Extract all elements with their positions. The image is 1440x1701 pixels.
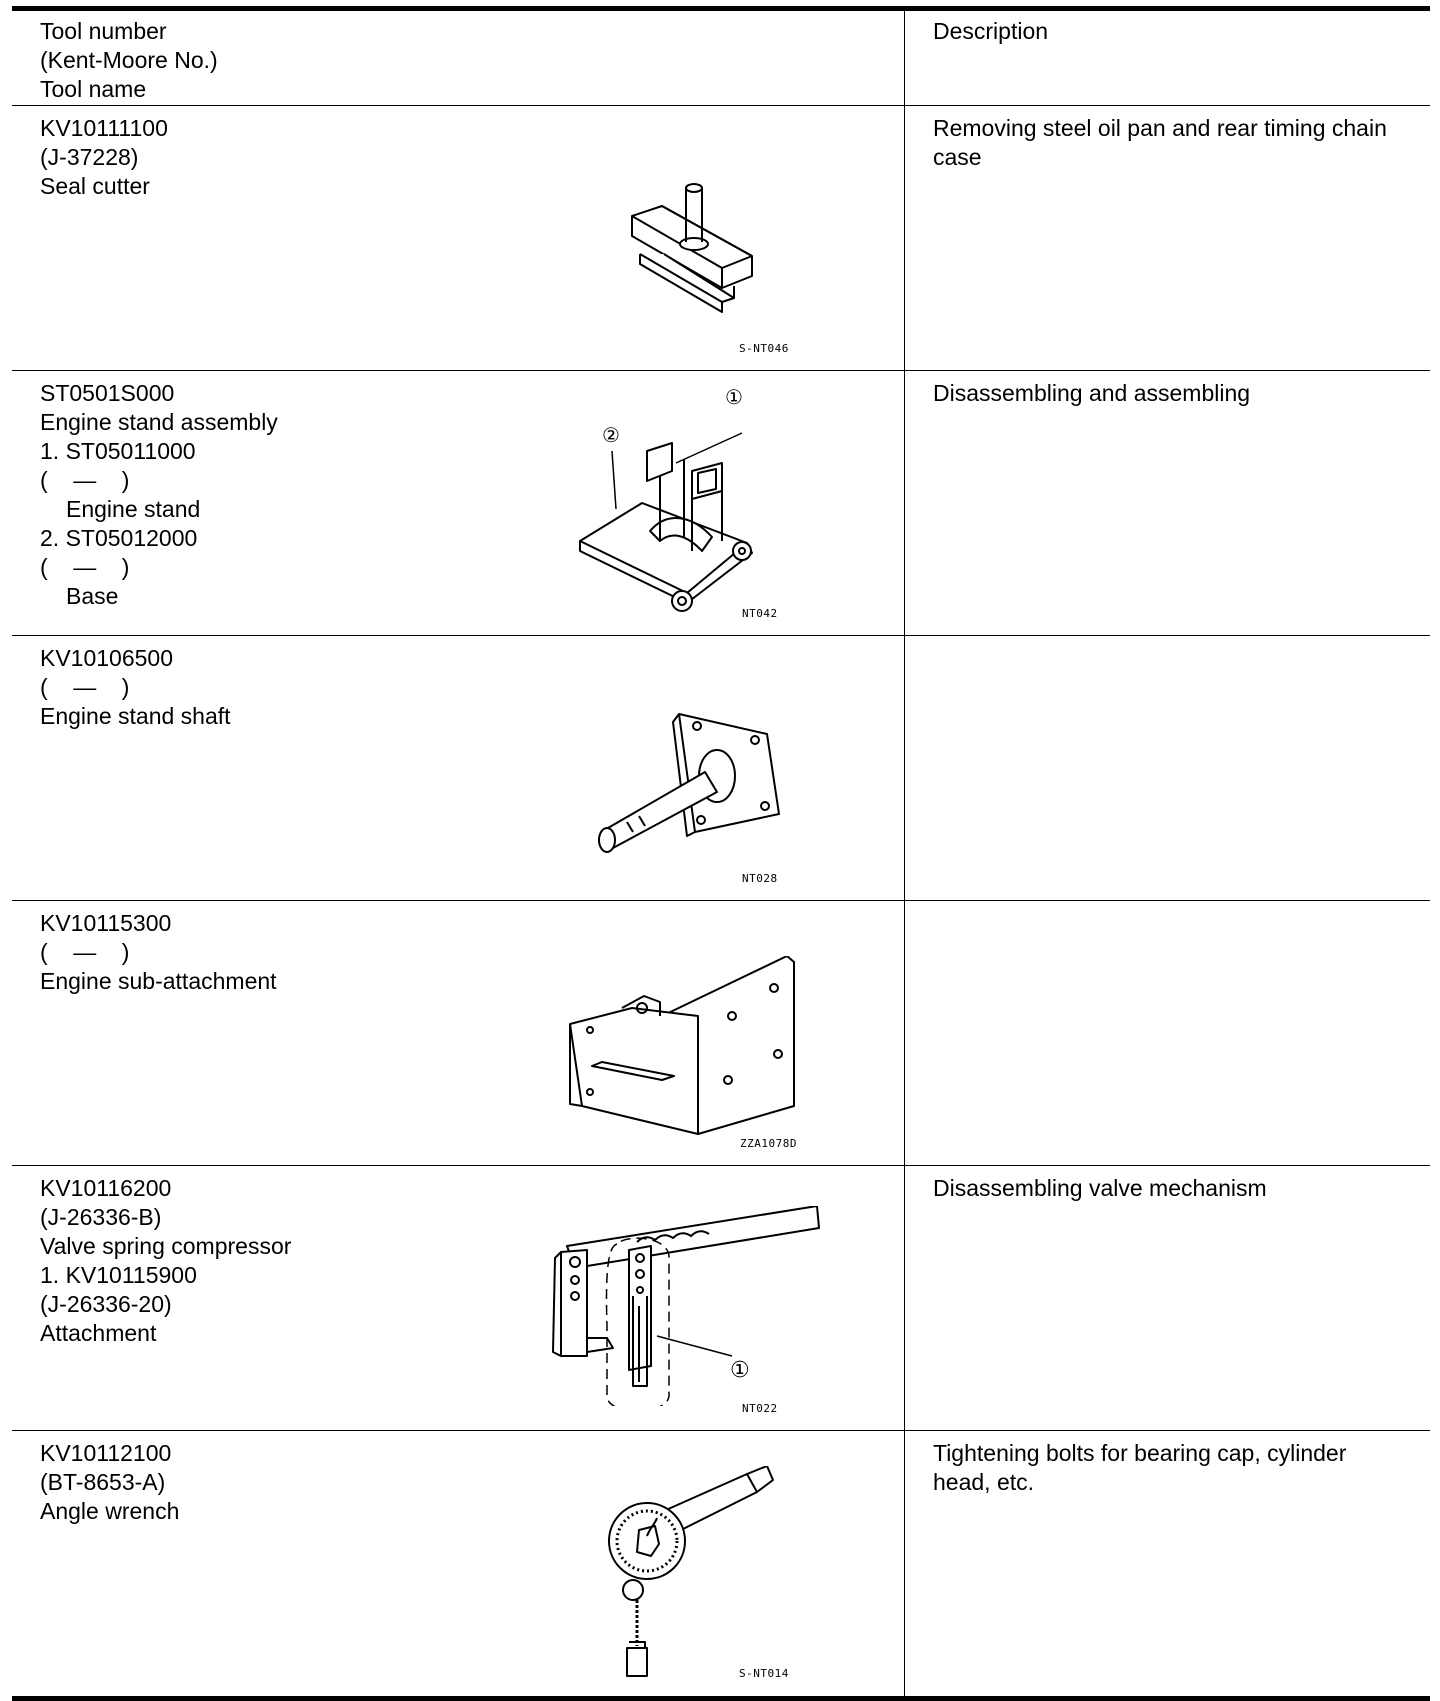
table-row bbox=[12, 371, 1430, 636]
figure-code: S-NT014 bbox=[739, 1667, 789, 1680]
table-row bbox=[12, 901, 1430, 1166]
callout-1: ① bbox=[725, 385, 744, 409]
header-description-column bbox=[905, 11, 1430, 105]
tool-description: Disassembling and assembling bbox=[933, 380, 1251, 406]
table-bottom-rule bbox=[12, 1696, 1430, 1701]
table-header-row bbox=[12, 11, 1430, 106]
sub-tool-number: 2. ST05012000 bbox=[40, 525, 198, 551]
tool-number: KV10112100 bbox=[40, 1440, 172, 1466]
tool-name: Angle wrench bbox=[40, 1498, 180, 1524]
callout-2: ② bbox=[602, 423, 621, 447]
kent-moore-number: ( — ) bbox=[40, 554, 130, 580]
tool-number: ST0501S000 bbox=[40, 380, 175, 406]
kent-moore-number: (J-26336-20) bbox=[40, 1291, 172, 1317]
tool-number: KV10116200 bbox=[40, 1175, 172, 1201]
kent-moore-number: ( — ) bbox=[40, 467, 130, 493]
valve-spring-compressor-illustration bbox=[547, 1206, 827, 1406]
kent-moore-number: (BT-8653-A) bbox=[40, 1469, 166, 1495]
table-row bbox=[12, 106, 1430, 371]
header-tool-name: Tool name bbox=[40, 76, 147, 102]
tool-number: KV10115300 bbox=[40, 910, 172, 936]
header-tool-number: Tool number bbox=[40, 18, 167, 44]
angle-wrench-illustration bbox=[607, 1466, 787, 1686]
callout-1: ① bbox=[730, 1358, 751, 1383]
figure-code: NT022 bbox=[742, 1402, 778, 1415]
seal-cutter-illustration bbox=[602, 176, 782, 326]
kent-moore-number: (J-37228) bbox=[40, 144, 139, 170]
figure-code: NT042 bbox=[742, 607, 778, 620]
sub-tool-name: Attachment bbox=[40, 1320, 157, 1346]
sub-tool-number: 1. ST05011000 bbox=[40, 438, 196, 464]
table-row bbox=[12, 636, 1430, 901]
tool-name: Engine stand shaft bbox=[40, 703, 231, 729]
tool-name: Engine sub-attachment bbox=[40, 968, 277, 994]
tool-name: Seal cutter bbox=[40, 173, 150, 199]
header-kent-moore: (Kent-Moore No.) bbox=[40, 47, 218, 73]
tool-number: KV10106500 bbox=[40, 645, 174, 671]
engine-sub-attachment-illustration bbox=[562, 956, 812, 1136]
special-tools-table bbox=[12, 6, 1430, 1701]
kent-moore-number: ( — ) bbox=[40, 939, 130, 965]
tool-description: Disassembling valve mechanism bbox=[933, 1175, 1267, 1201]
tool-description: Removing steel oil pan and rear timing chain case bbox=[933, 115, 1387, 170]
figure-code: S-NT046 bbox=[739, 342, 789, 355]
engine-stand-shaft-illustration bbox=[587, 706, 787, 856]
table-row bbox=[12, 1431, 1430, 1696]
table-row bbox=[12, 1166, 1430, 1431]
tool-name: Valve spring compressor bbox=[40, 1233, 292, 1259]
sub-tool-number: 1. KV10115900 bbox=[40, 1262, 197, 1288]
tool-name: Engine stand assembly bbox=[40, 409, 278, 435]
header-tool-column bbox=[12, 11, 905, 105]
sub-tool-name: Base bbox=[66, 583, 119, 609]
tool-number: KV10111100 bbox=[40, 115, 168, 141]
kent-moore-number: ( — ) bbox=[40, 674, 130, 700]
figure-code: NT028 bbox=[742, 872, 778, 885]
kent-moore-number: (J-26336-B) bbox=[40, 1204, 162, 1230]
sub-tool-name: Engine stand bbox=[66, 496, 201, 522]
tool-description: Tightening bolts for bearing cap, cylinder head, etc. bbox=[933, 1440, 1347, 1495]
header-description: Description bbox=[933, 18, 1049, 44]
figure-code: ZZA1078D bbox=[740, 1137, 797, 1150]
